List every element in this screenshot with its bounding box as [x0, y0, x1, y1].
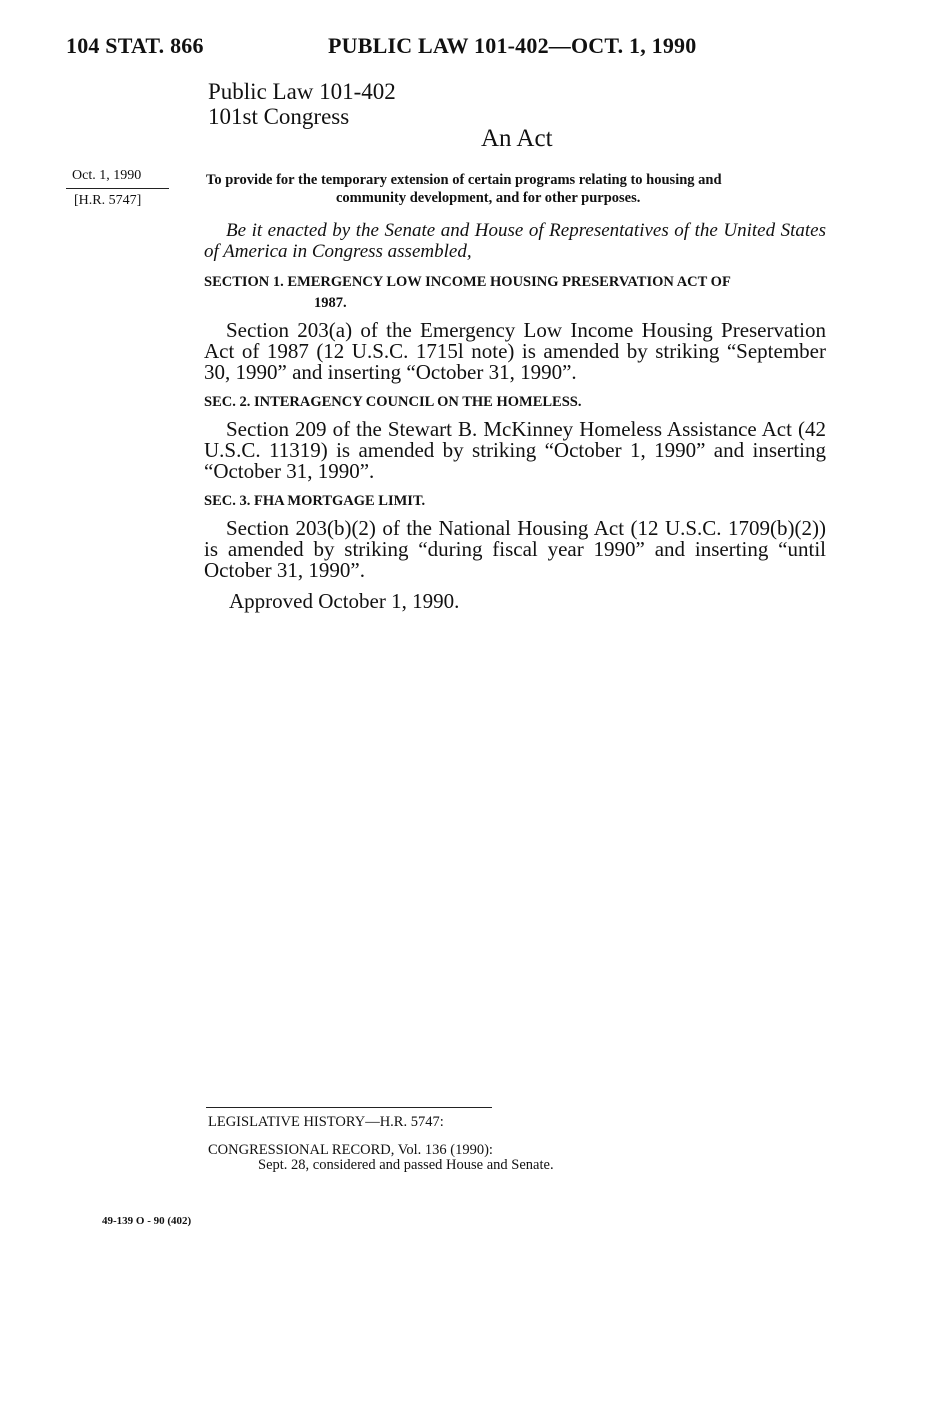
approval-line: Approved October 1, 1990. [229, 589, 460, 613]
section-1-heading [204, 272, 826, 314]
act-label: An Act [481, 125, 553, 152]
title-block [208, 79, 396, 129]
page-stat-reference: 104 STAT. 866 [66, 33, 204, 58]
footer-divider [206, 1107, 492, 1108]
congressional-record-detail: Sept. 28, considered and passed House and Senate. [258, 1157, 554, 1173]
section-2-heading: SEC. 2. INTERAGENCY COUNCIL ON THE HOMELESS. [204, 394, 582, 410]
section-1-heading-cont: 1987. [314, 295, 347, 311]
public-law-number: Public Law 101-402 [208, 79, 396, 104]
margin-divider [66, 188, 169, 189]
enacting-clause: Be it enacted by the Senate and House of Representatives of the United States of America in Congress assembled, [204, 220, 826, 262]
congress-number: 101st Congress [208, 104, 350, 129]
section-1-body: Section 203(a) of the Emergency Low Income Housing Preservation Act of 1987 (12 U.S.C. 1715l note) is amended by striking “September 30, 1990” and inserting “October 31, 1990”. [204, 318, 826, 384]
legislative-history-heading: LEGISLATIVE HISTORY—H.R. 5747: [208, 1114, 444, 1130]
section-3-heading: SEC. 3. FHA MORTGAGE LIMIT. [204, 493, 426, 509]
congressional-record: CONGRESSIONAL RECORD, Vol. 136 (1990): [208, 1142, 493, 1158]
section-3-body: Section 203(b)(2) of the National Housing Act (12 U.S.C. 1709(b)(2)) is amended by striking “during fiscal year 1990” and inserting “until October 31, 1990”. [204, 516, 826, 582]
print-code: 49-139 O - 90 (402) [102, 1215, 192, 1227]
section-2-body: Section 209 of the Stewart B. McKinney Homeless Assistance Act (42 U.S.C. 11319) is amended by striking “October 1, 1990” and inserting “October 31, 1990”. [204, 417, 826, 483]
running-title: PUBLIC LAW 101-402—OCT. 1, 1990 [328, 33, 697, 58]
margin-date: Oct. 1, 1990 [72, 168, 142, 183]
purpose-statement [206, 171, 826, 207]
section-1-heading-text: SECTION 1. EMERGENCY LOW INCOME HOUSING PRESERVATION ACT OF [204, 274, 731, 290]
purpose-line-2: community development, and for other purposes. [336, 190, 641, 206]
purpose-line-1: To provide for the temporary extension of certain programs relating to housing and [206, 172, 722, 188]
margin-bill-number: [H.R. 5747] [74, 193, 142, 208]
